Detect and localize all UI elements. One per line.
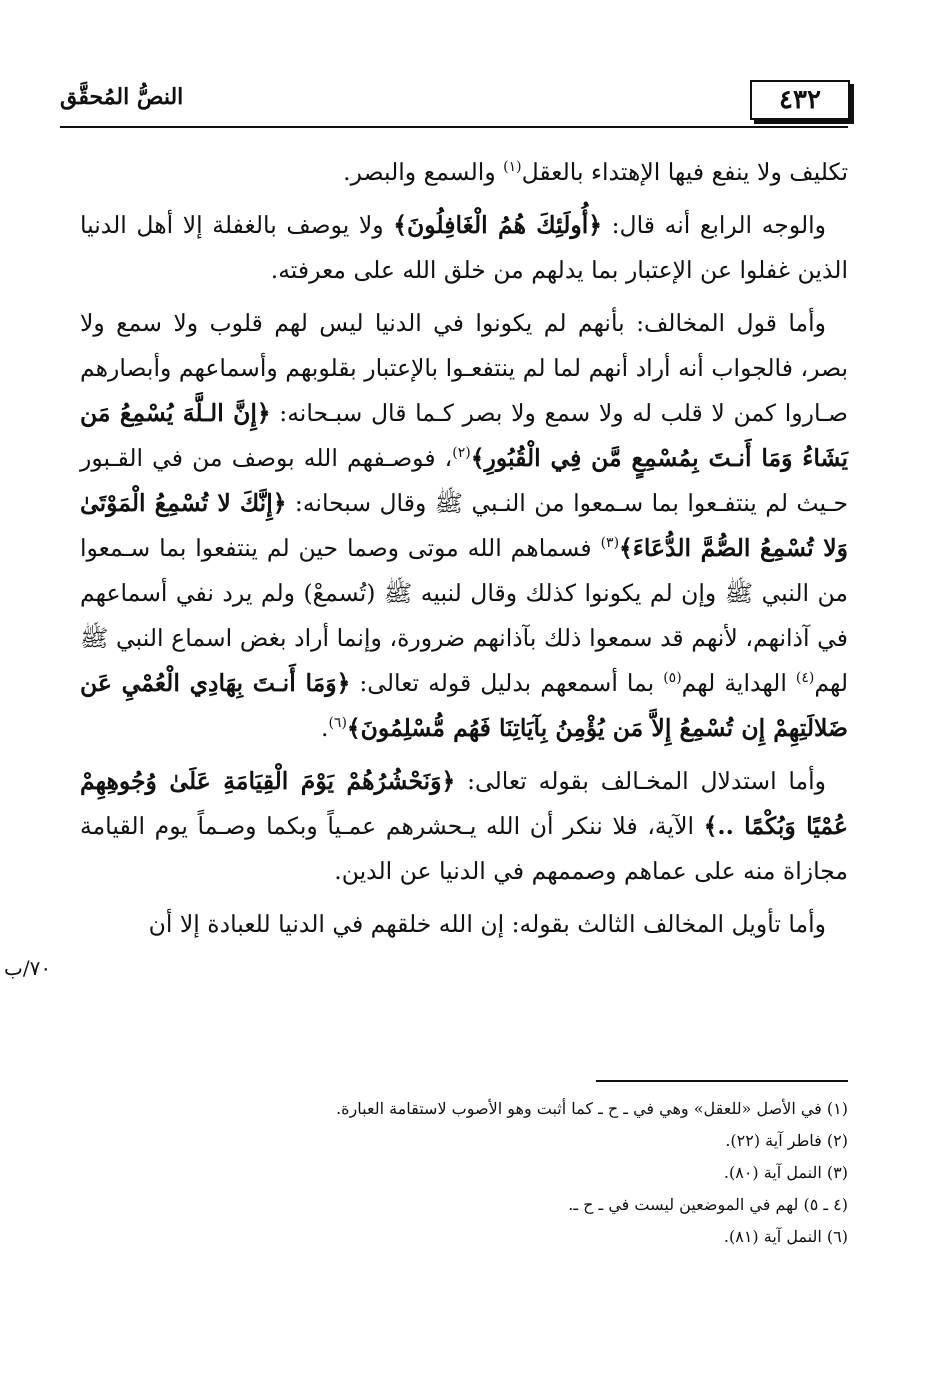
text-span: ولا يوصف بالغفلة إلا أهل الدنيا الذين غفلوا عن الإعتبار بما يدلهم من خلق الله على معرفته. <box>80 211 848 284</box>
page-number: ٤٣٢ <box>750 80 850 120</box>
paragraph-5 <box>80 902 848 947</box>
footnotes <box>200 1093 848 1253</box>
quran-verse: ﴿وَنَحْشُرُهُمْ يَوْمَ الْقِيَامَةِ عَلَىٰ وُجُوهِهِمْ عُمْيًا وَبُكْمًا ..﴾ <box>80 767 848 840</box>
footnote: (٤ ـ ٥) لهم في الموضعين ليست في ـ ح ـ. <box>568 1195 848 1214</box>
text-span: تكليف ولا ينفع فيها الإهتداء بالعقل <box>521 158 848 186</box>
footnote-ref: (١) <box>503 159 522 176</box>
text-span: والوجه الرابع أنه قال: <box>602 211 826 239</box>
paragraph-3 <box>80 301 848 751</box>
text-span: وأما قول المخالف: بأنهم لم يكونوا في الدنيا ليس لهم قلوب ولا سمع ولا بصر، فالجواب أنه أراد أنهم لما لم ينتفعـوا بالإعتبار بقلوبهم وأسماعهم وأبصارهم صـاروا كمن لا قلب له ولا سمع ولا بصر كـما قال سبـحانه: <box>80 309 848 427</box>
footnote: (٢) فاطر آية (٢٢). <box>725 1131 848 1150</box>
footnote-ref: (٦) <box>328 715 347 732</box>
text-span: الآية، فلا ننكر أن الله يـحشرهم عمـياً وبكما وصـماً يوم القيامة مجازاة منه على عماهم وصممهم في الدنيا عن الدين. <box>80 812 848 885</box>
text-span: الهداية لهم <box>681 669 796 697</box>
running-title: النصُّ المُحقَّق <box>60 84 184 110</box>
text-span: وأما تأويل المخالف الثالث بقوله: إن الله خلقهم في الدنيا للعبادة إلا أن <box>148 910 826 938</box>
text-span: بما أسمعهم بدليل قوله تعالى: <box>350 669 664 697</box>
quran-verse: ﴿وَمَا أَنـتَ بِهَادِي الْعُمْيِ عَن ضَلالَتِهِمْ إِن تُسْمِعُ إِلاَّ مَن يُؤْمِنُ بِآيَاتِنَا فَهُم مُّسْلِمُونَ﴾ <box>80 669 848 742</box>
footnote: (١) في الأصل «للعقل» وهي في ـ ح ـ كما أثبت وهو الأصوب لاستقامة العبارة. <box>336 1099 848 1118</box>
paragraph-1 <box>80 150 848 195</box>
footnote: (٦) النمل آية (٨١). <box>723 1227 848 1246</box>
quran-verse: ﴿أُولَئِكَ هُمُ الْغَافِلُونَ﴾ <box>393 211 602 239</box>
footnote-ref: (٢) <box>452 445 471 462</box>
quran-verse: ﴿إِنَّكَ لا تُسْمِعُ الْمَوْتَىٰ وَلا تُسْمِعُ الصُّمَّ الدُّعَاءَ﴾ <box>80 489 848 562</box>
footnote-ref: (٤) <box>795 670 815 687</box>
page-header <box>60 80 850 128</box>
footnote: (٣) النمل آية (٨٠). <box>723 1163 848 1182</box>
text-span: والسمع والبصر. <box>343 158 504 186</box>
footnote-divider <box>596 1080 848 1082</box>
footnote-ref: (٣) <box>600 535 620 552</box>
text-span: وأما استدلال المخـالف بقوله تعالى: <box>455 767 827 795</box>
paragraph-2 <box>80 203 848 293</box>
quran-verse: ﴿إِنَّ الـلَّهَ يُسْمِعُ مَن يَشَاءُ وَمَا أَنـتَ بِمُسْمِعٍ مَّن فِي الْقُبُورِ﴾ <box>80 399 848 472</box>
footnote-ref: (٥) <box>663 670 682 687</box>
paragraph-4 <box>80 759 848 894</box>
text-span: ، فوصـفهم الله بوصف من في القـبور حـيث لم ينتفـعوا بما سـمعوا من النـبي ﷺ وقال سبحانه: <box>80 444 848 517</box>
manuscript-folio-marker: ٧٠/ب <box>4 956 52 980</box>
header-divider <box>60 126 848 128</box>
text-span: . <box>320 714 329 742</box>
text-span: فسماهم الله موتى وصما حين لم ينتفعوا بما سـمعوا من النبي ﷺ وإن لم يكونوا كذلك وقال لنبيه ﷺ (تُسمعْ) ولم يرد نفي أسماعهم في آذانهم، لأنهم قد سمعوا ذلك بآذانهم ضرورة، وإنما أراد بغض اسماع النبي ﷺ لهم <box>80 534 848 697</box>
main-text <box>80 150 848 955</box>
